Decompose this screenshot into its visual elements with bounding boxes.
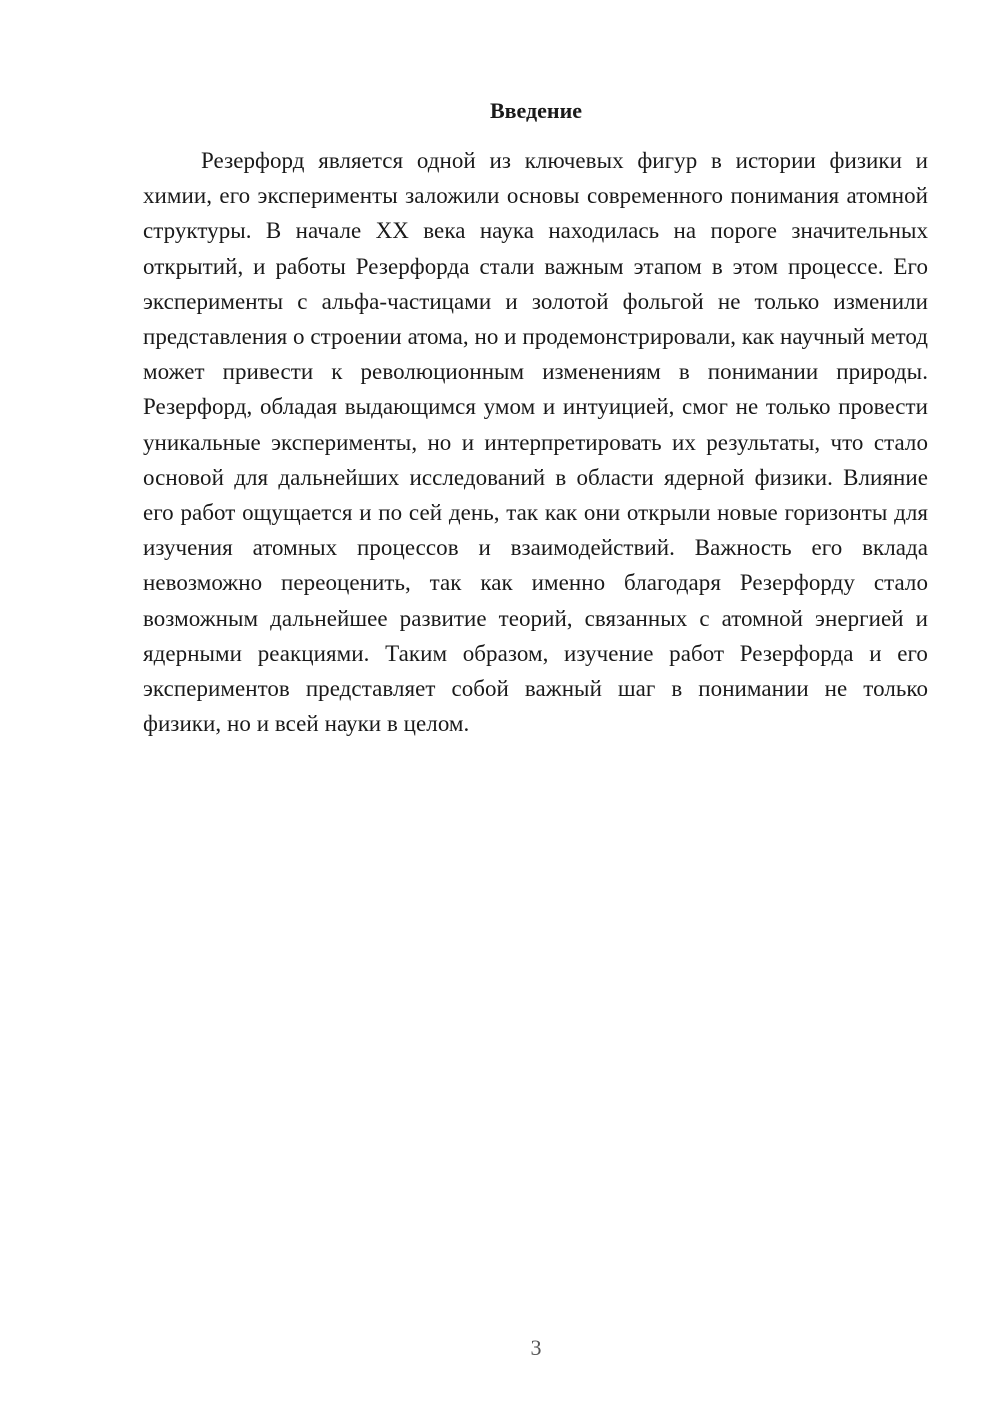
body-paragraph: Резерфорд является одной из ключевых фигур в истории физики и химии, его эксперименты заложили основы современного понимания атомной структуры. В начале XX века наука находилась на пороге значительных открытий, и работы Резерфорда стали важным этапом в этом процессе. Его эксперименты с альфа-частицами и золотой фольгой не только изменили представления о строении атома, но и продемонстрировали, как научный метод может привести к революционным изменениям в понимании природы. Резерфорд, обладая выдающимся умом и интуицией, смог не только провести уникальные эксперименты, но и интерпретировать их результаты, что стало основой для дальнейших исследований в области ядерной физики. Влияние его работ ощущается и по сей день, так как они открыли новые горизонты для изучения атомных процессов и взаимодействий. Важность его вклада невозможно переоценить, так как именно благодаря Резерфорду стало возможным дальнейшее развитие теорий, связанных с атомной энергией и ядерными реакциями. Таким образом, изучение работ Резерфорда и его экспериментов представляет собой важный шаг в понимании не только физики, но и всей науки в целом. [143,148,928,737]
section-heading: Введение [489,98,583,123]
page-number: 3 [530,1335,542,1360]
